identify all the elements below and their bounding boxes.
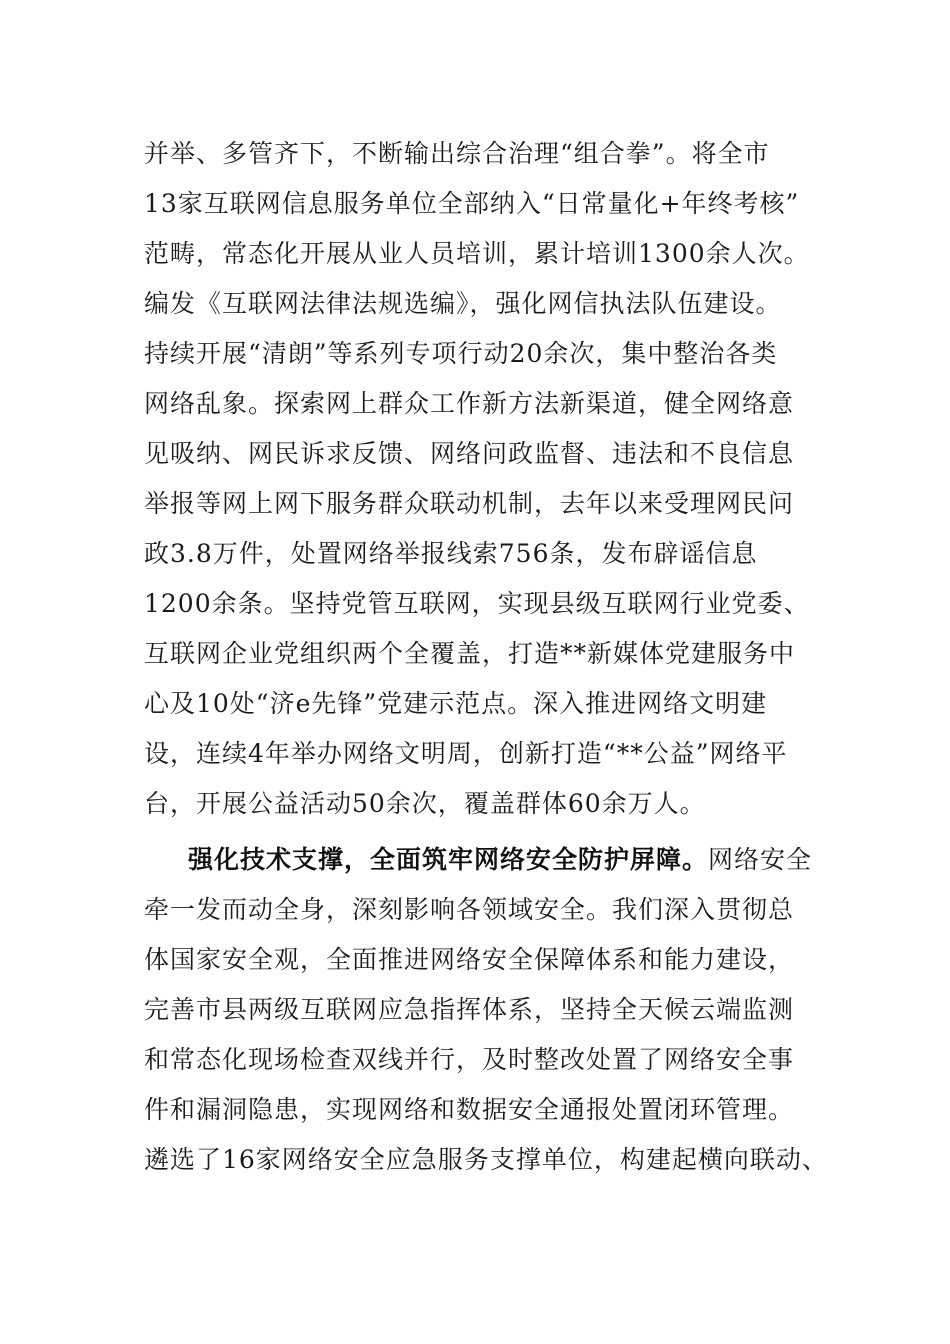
- text-line: 并举、多管齐下，不断输出综合治理“组合拳”。将全市: [144, 139, 770, 168]
- paragraph-security: [144, 835, 844, 1185]
- text-line: 1200余条。坚持党管互联网，实现县级互联网行业党委、: [144, 589, 810, 618]
- text-line: 体国家安全观，全面推进网络安全保障体系和能力建设，: [144, 945, 795, 974]
- text-line: 遴选了16家网络安全应急服务支撑单位，构建起横向联动、: [144, 1145, 828, 1174]
- text-line: 政3.8万件，处置网络举报线索756条，发布辟谣信息: [144, 539, 758, 568]
- paragraph-heading: 强化技术支撑，全面筑牢网络安全防护屏障。: [188, 845, 709, 874]
- text-line: 台，开展公益活动50余次，覆盖群体60余万人。: [144, 789, 706, 818]
- text-line: 见吸纳、网民诉求反馈、网络问政监督、违法和不良信息: [144, 439, 795, 468]
- text-line: 编发《互联网法律法规选编》，强化网信执法队伍建设。: [144, 289, 782, 318]
- text-line: 网络乱象。探索网上群众工作新方法新渠道，健全网络意: [144, 389, 795, 418]
- text-line: 互联网企业党组织两个全覆盖，打造**新媒体党建服务中: [144, 639, 796, 668]
- text-line: 和常态化现场检查双线并行，及时整改处置了网络安全事: [144, 1045, 795, 1074]
- text-line: 举报等网上网下服务群众联动机制，去年以来受理网民问: [144, 489, 795, 518]
- text-line: 范畴，常态化开展从业人员培训，累计培训1300余人次。: [144, 239, 810, 268]
- text-line: 心及10处“济e先锋”党建示范点。深入推进网络文明建: [144, 689, 768, 718]
- paragraph-governance: [144, 129, 844, 829]
- text-line: 持续开展“清朗”等系列专项行动20余次，集中整治各类: [144, 339, 778, 368]
- text-line: 完善市县两级互联网应急指挥体系，坚持全天候云端监测: [144, 995, 795, 1024]
- heading-continuation: 网络安全: [708, 845, 813, 874]
- first-text-line: [144, 835, 844, 885]
- text-line: 设，连续4年举办网络文明周，创新打造“**公益”网络平: [144, 739, 788, 768]
- text-line: 牵一发而动全身，深刻影响各领域安全。我们深入贯彻总: [144, 895, 795, 924]
- text-line: 13家互联网信息服务单位全部纳入“日常量化+年终考核”: [144, 189, 800, 218]
- text-line: 件和漏洞隐患，实现网络和数据安全通报处置闭环管理。: [144, 1095, 795, 1124]
